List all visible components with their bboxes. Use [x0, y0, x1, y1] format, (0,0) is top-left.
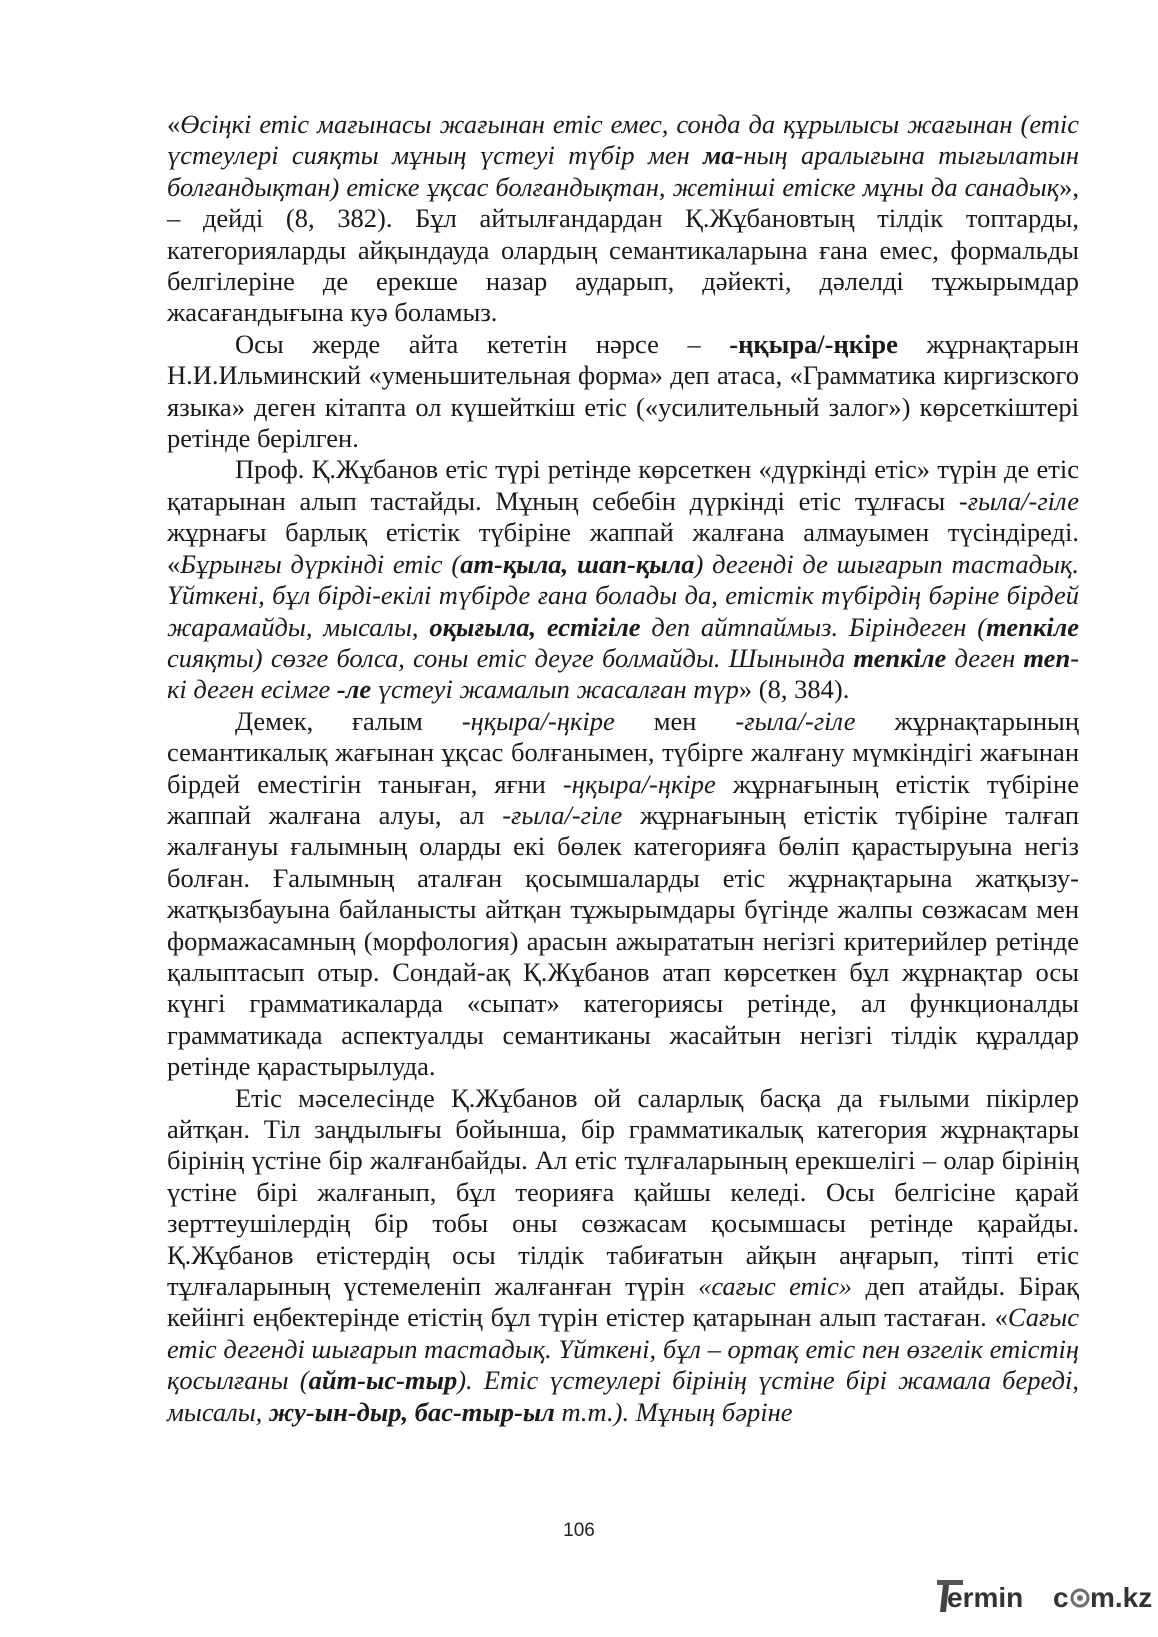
text-run: Проф. Қ.Жұбанов етіс түрі ретінде көрсеткен «дүркінді етіс» түрін де етіс қатарынан алып тастайды. Мұның себебін дүркінді етіс тұлғасы	[167, 454, 1079, 516]
page-number: 106	[563, 1520, 595, 1541]
body-text	[167, 109, 1079, 1428]
text-run: оқығыла, естігіле	[429, 611, 641, 642]
text-run: -ғыла/-гіле	[735, 705, 856, 736]
text-run: жұрнағының етістік түбіріне жаппай жалғана алуы, ал	[167, 768, 1079, 830]
text-run: «сағыс етіс»	[698, 1271, 853, 1302]
text-run: жұрнағының етістік түбіріне талғап жалғануы ғалымның оларды екі бөлек категорияға бөліп қарастыруына негіз болған. Ғалымның аталған қосымшаларды етіс жұрнақтарына жатқызу-жатқызбауына байланысты айтқан тұжырымдары бүгінде жалпы сөзжасам мен формажасамның (морфология) арасын ажырататын негізгі критерийлер ретінде қалыптасып отыр. Сондай-ақ Қ.Жұбанов атап көрсеткен бұл жұрнақтар осы күнгі грамматикаларда «сыпат» категориясы ретінде, ал функционалды грамматикада аспектуалды семантиканы жасайтын негізгі тілдік құралдар ретінде қарастырылуда.	[167, 799, 1079, 1082]
text-run: -ғыла/-гіле	[502, 799, 623, 830]
text-run: -ле	[336, 674, 372, 705]
logo-text-part4: m.kz	[1090, 1582, 1153, 1613]
logo-text-part2: ermin	[947, 1582, 1024, 1613]
text-run: Осы жерде айта кететін нәрсе –	[235, 328, 730, 359]
text-run: жу-ын-дыр, бас-тыр-ыл	[268, 1396, 555, 1427]
text-run: деген	[946, 642, 1024, 673]
text-run: жұрнақтарының семантикалық жағынан ұқсас болғанымен, түбірге жалғану мүмкіндігі жағынан бірдей еместігін таныған, яғни	[167, 705, 1080, 799]
text-run: теп	[1023, 642, 1071, 673]
paragraph	[167, 706, 1079, 1083]
text-run: тепкіле	[853, 642, 947, 673]
text-run: үстеуі жамалып жасалған түр	[371, 674, 739, 705]
text-run: «	[167, 109, 181, 139]
text-run: -ңқыра/-ңкіре	[562, 768, 716, 799]
text-run: Етіс мәселесінде Қ.Жұбанов ой саларлық басқа да ғылыми пікірлер айтқан. Тіл заңдылығы бойынша, бір грамматикалық категория жұрнақтары бірінің үстіне бір жалғанбайды. Ал етіс тұлғаларының ерекшелігі – олар бірінің үстіне бірі жалғанып, бұл теорияға қайшы келеді. Осы белгісіне қарай зерттеушілердің бір тобы оны сөзжасам қосымшасы ретінде қарайды. Қ.Жұбанов етістердің осы тілдік табиғатын айқын аңғарып, тіпті етіс тұлғаларының үстемеленіп жалғанған түрін	[167, 1082, 1079, 1302]
text-run: -ғыла/-гіле	[958, 485, 1079, 516]
text-run: -кі деген есімге	[167, 642, 1080, 705]
logo-text-part3: c	[1053, 1582, 1069, 1613]
paragraph	[167, 109, 1079, 329]
text-run: » (8, 384).	[738, 674, 850, 705]
text-run: деп айтпаймыз. Біріндеген (	[640, 611, 987, 642]
text-run: -ңқыра/-ңкіре	[461, 705, 615, 736]
text-run: ма	[703, 140, 735, 171]
logo-watermark-graphic	[935, 1574, 1153, 1618]
text-run: айт-ыс-тыр	[308, 1365, 458, 1396]
text-run: тепкіле	[986, 611, 1079, 642]
logo-globe-core	[1077, 1595, 1083, 1601]
paragraph	[167, 1083, 1079, 1428]
text-run: », – дейді (8, 382). Бұл айтылғандардан Қ.Жұбановтың тілдік топтарды, категорияларды айқындауда олардың семантикаларына ғана емес, формальды белгілеріне де ерекше назар аударып, дәйекті, дәлелді тұжырымдар жасағандығына куә боламыз.	[167, 171, 1079, 328]
paragraph	[167, 454, 1079, 705]
text-run: Өсіңкі етіс мағынасы жағынан етіс емес, сонда да құрылысы жағынан (етіс үстеулері сияқты мұның үстеуі түбір мен	[167, 109, 1079, 171]
text-run: деп атайды. Бірақ кейінгі еңбектерінде етістің бұл түрін етістер қатарынан алып тастаған. «	[167, 1271, 1079, 1333]
text-run: Демек, ғалым	[235, 705, 462, 736]
text-run: жұрнағы барлық етістік түбіріне жаппай жалғана алмауымен түсіндіреді. «	[167, 517, 1079, 579]
text-run: жұрнақтарын Н.И.Ильминский «уменьшительная форма» деп атаса, «Грамматика киргизского языка» деген кітапта ол күшейткіш етіс («усилительный залог») көрсеткіштері ретінде берілген.	[167, 328, 1079, 454]
text-run: сияқты) сөзге болса, соны етіс деуге болмайды. Шынында	[167, 642, 854, 673]
paragraph	[167, 329, 1079, 455]
text-run: -ңқыра/-ңкіре	[729, 328, 898, 359]
text-run: -ның аралығына тығылатын болғандықтан) етіске ұқсас болғандықтан, жетінші етіске мұны да санадық	[167, 140, 1080, 202]
text-run: мен	[614, 705, 736, 736]
text-run: ) дегенді де шығарып тастадық. Үйткені, бұл бірді-екілі түбірде ғана болады да, етістік түбірдің бәріне бірдей жарамайды, мысалы,	[167, 548, 1079, 642]
text-run: ат-қыла, шап-қыла	[460, 548, 695, 579]
text-run: ). Етіс үстеулері бірінің үстіне бірі жамала береді, мысалы,	[167, 1365, 1079, 1427]
terminkom-logo	[935, 1574, 1153, 1618]
text-run: Сағыс етіс дегенді шығарып тастадық. Үйткені, бұл – ортақ етіс пен өзгелік етістің қосылғаны (	[167, 1302, 1079, 1396]
text-run: Бұрынғы дүркінді етіс (	[180, 548, 461, 579]
text-run: т.т.). Мұның бәріне	[554, 1396, 793, 1427]
